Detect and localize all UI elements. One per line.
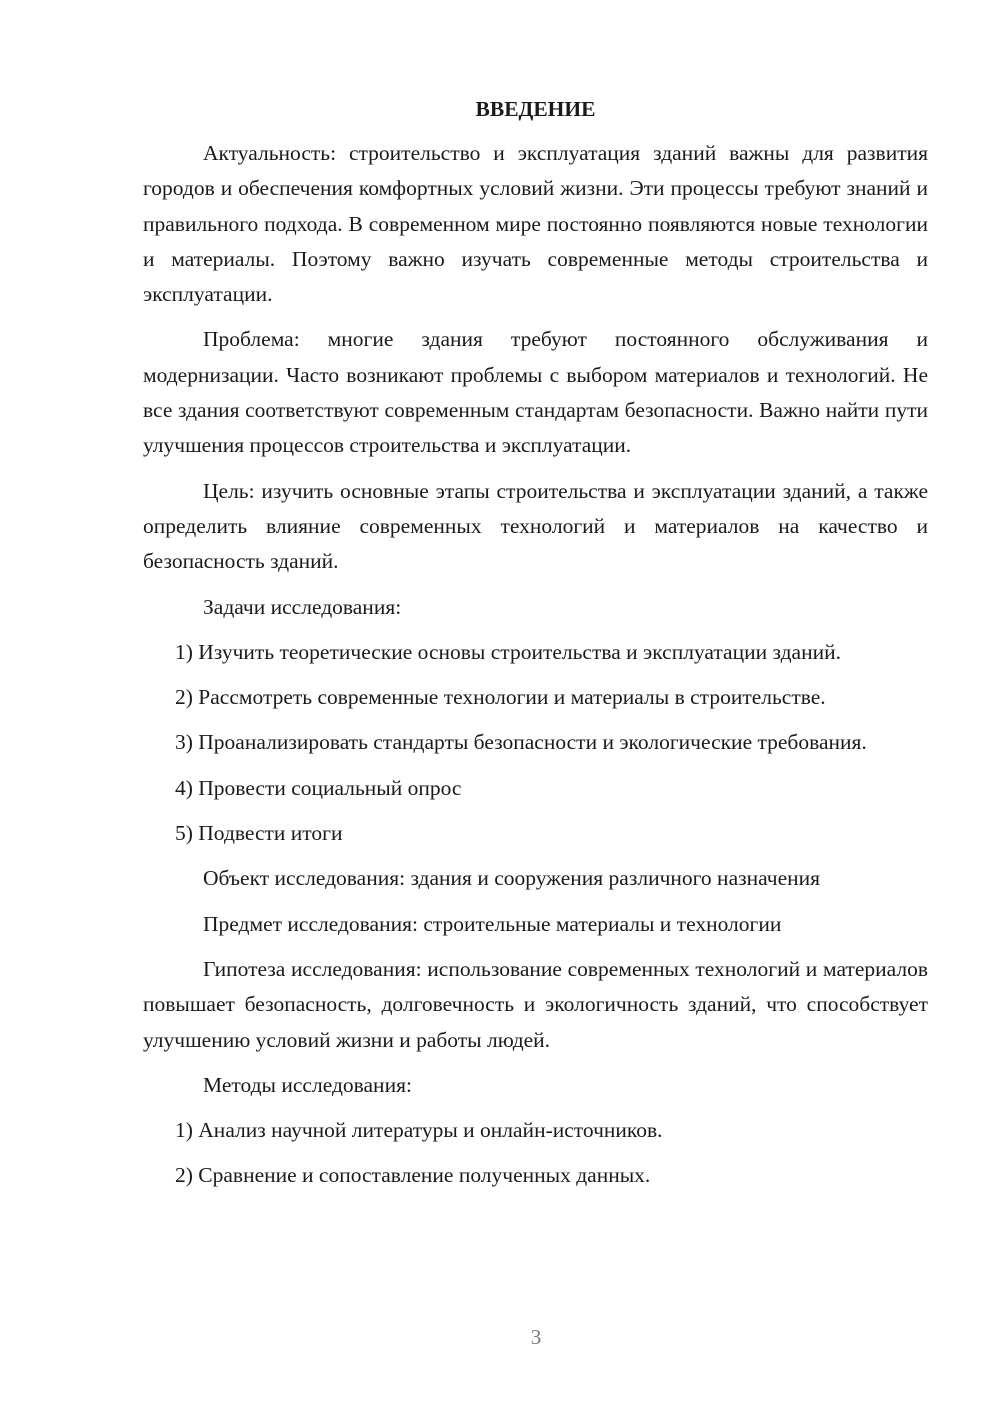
- task-item: 3) Проанализировать стандарты безопасности и экологические требования.: [175, 730, 867, 755]
- methods-heading: Методы исследования:: [203, 1072, 412, 1097]
- task-item: 2) Рассмотреть современные технологии и материалы в строительстве.: [175, 685, 826, 710]
- page-number: 3: [530, 1325, 542, 1349]
- document-title: ВВЕДЕНИЕ: [475, 97, 596, 121]
- goal-paragraph: Цель: изучить основные этапы строительства и эксплуатации зданий, а также определить влияние современных технологий и материалов на качество и безопасность зданий.: [143, 478, 928, 574]
- relevance-paragraph: Актуальность: строительство и эксплуатация зданий важны для развития городов и обеспечения комфортных условий жизни. Эти процессы требуют знаний и правильного подхода. В современном мире постоянно появляются новые технологии и материалы. Поэтому важно изучать современные методы строительства и эксплуатации.: [143, 141, 928, 307]
- hypothesis-paragraph: Гипотеза исследования: использование современных технологий и материалов повышает безопасность, долговечность и экологичность зданий, что способствует улучшению условий жизни и работы людей.: [143, 956, 928, 1052]
- research-subject: Предмет исследования: строительные материалы и технологии: [203, 911, 782, 936]
- method-item: 2) Сравнение и сопоставление полученных данных.: [175, 1163, 651, 1188]
- task-item: 5) Подвести итоги: [175, 821, 343, 846]
- problem-paragraph: Проблема: многие здания требуют постоянного обслуживания и модернизации. Часто возникают проблемы с выбором материалов и технологий. Не все здания соответствуют современным стандартам безопасности. Важно найти пути улучшения процессов строительства и эксплуатации.: [143, 327, 928, 458]
- task-item: 1) Изучить теоретические основы строительства и эксплуатации зданий.: [175, 639, 841, 664]
- method-item: 1) Анализ научной литературы и онлайн-источников.: [175, 1118, 663, 1143]
- tasks-heading: Задачи исследования:: [203, 594, 402, 619]
- document-page: [143, 92, 928, 1204]
- task-item: 4) Провести социальный опрос: [175, 775, 462, 800]
- research-object: Объект исследования: здания и сооружения различного назначения: [203, 866, 821, 891]
